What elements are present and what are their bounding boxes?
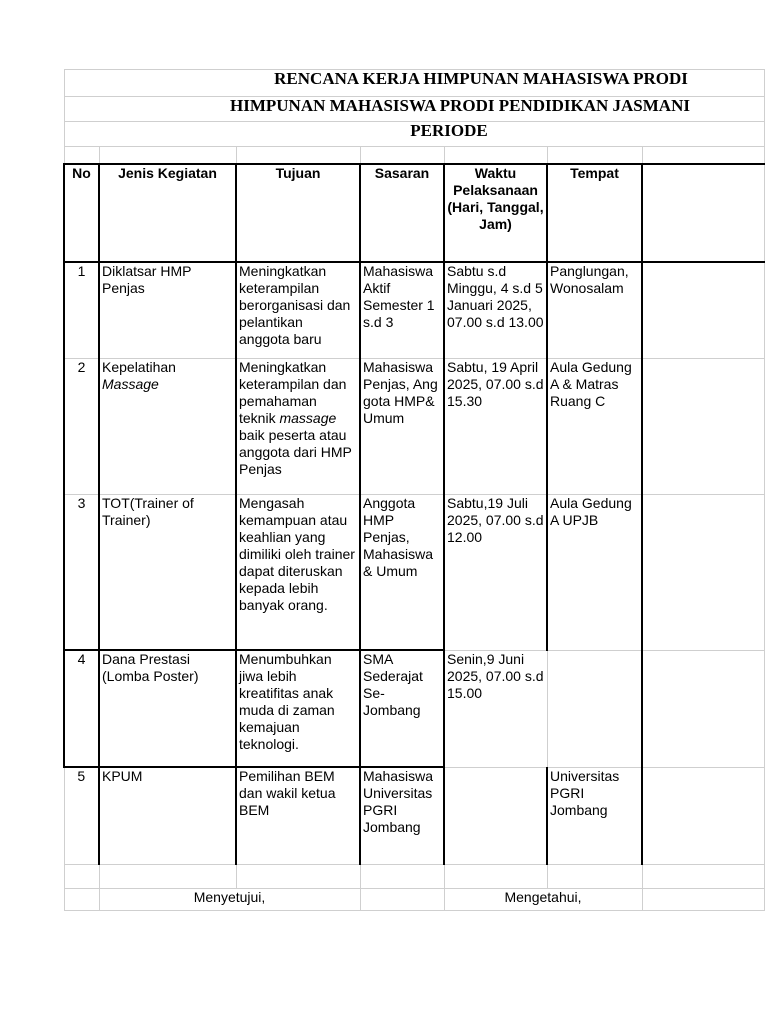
header-sasaran: Sasaran xyxy=(360,164,444,262)
blank-cell xyxy=(642,888,764,910)
cell-jenis: Diklatsar HMP Penjas xyxy=(99,262,236,358)
blank-cell xyxy=(444,864,547,888)
cell-tujuan: Pemilihan BEM dan wakil ketua BEM xyxy=(236,767,360,864)
header-tujuan: Tujuan xyxy=(236,164,360,262)
cell-tempat xyxy=(547,650,642,767)
cell-tujuan: Meningkatkan keterampilan berorganisasi dan pelantikan anggota baru xyxy=(236,262,360,358)
blank-cell xyxy=(99,864,236,888)
cell-jenis: KPUM xyxy=(99,767,236,864)
header-tempat: Tempat xyxy=(547,164,642,262)
header-jenis-kegiatan: Jenis Kegiatan xyxy=(99,164,236,262)
cell-extra xyxy=(642,767,764,864)
cell-tujuan: Meningkatkan keterampilan dan pemahaman teknik massage baik peserta atau anggota dari HMP Penjas xyxy=(236,358,360,494)
blank-cell xyxy=(642,864,764,888)
table-header xyxy=(64,164,764,262)
cell-extra xyxy=(642,494,764,650)
header-extra xyxy=(642,164,764,262)
blank-cell xyxy=(547,147,642,165)
cell-waktu: Sabtu,19 Juli 2025, 07.00 s.d 12.00 xyxy=(444,494,547,650)
title-line-2: HIMPUNAN MAHASISWA PRODI PENDIDIKAN JASMANI xyxy=(64,97,764,122)
blank-cell xyxy=(99,147,236,165)
menyetujui-label: Menyetujui, xyxy=(99,888,360,910)
header-waktu: Waktu Pelaksanaan (Hari, Tanggal, Jam) xyxy=(444,164,547,262)
title-line-3: PERIODE xyxy=(64,122,764,147)
cell-waktu: Sabtu, 19 April 2025, 07.00 s.d 15.30 xyxy=(444,358,547,494)
cell-jenis: Kepelatihan Massage xyxy=(99,358,236,494)
cell-waktu xyxy=(444,767,547,864)
signature-row xyxy=(64,888,764,910)
cell-jenis: TOT(Trainer of Trainer) xyxy=(99,494,236,650)
cell-extra xyxy=(642,358,764,494)
work-plan-table xyxy=(63,69,765,911)
blank-cell xyxy=(547,864,642,888)
cell-tempat: Aula Gedung A & Matras Ruang C xyxy=(547,358,642,494)
blank-cell xyxy=(360,147,444,165)
cell-sasaran: SMA Sederajat Se-Jombang xyxy=(360,650,444,767)
cell-waktu: Senin,9 Juni 2025, 07.00 s.d 15.00 xyxy=(444,650,547,767)
table-row xyxy=(64,262,764,358)
cell-sasaran: Mahasiswa Aktif Semester 1 s.d 3 xyxy=(360,262,444,358)
table-row xyxy=(64,494,764,650)
document-sheet xyxy=(63,69,690,929)
blank-cell xyxy=(444,147,547,165)
table-row xyxy=(64,358,764,494)
cell-extra xyxy=(642,650,764,767)
blank-cell xyxy=(64,147,99,165)
cell-sasaran: Mahasiswa Universitas PGRI Jombang xyxy=(360,767,444,864)
blank-cell xyxy=(360,864,444,888)
cell-no: 3 xyxy=(64,494,99,650)
mengetahui-label: Mengetahui, xyxy=(444,888,642,910)
cell-no: 4 xyxy=(64,650,99,767)
cell-waktu: Sabtu s.d Minggu, 4 s.d 5 Januari 2025, 07.00 s.d 13.00 xyxy=(444,262,547,358)
cell-extra xyxy=(642,262,764,358)
cell-no: 2 xyxy=(64,358,99,494)
cell-tempat: Panglungan, Wonosalam xyxy=(547,262,642,358)
cell-no: 5 xyxy=(64,767,99,864)
cell-no: 1 xyxy=(64,262,99,358)
cell-jenis: Dana Prestasi (Lomba Poster) xyxy=(99,650,236,767)
blank-cell xyxy=(642,147,764,165)
cell-tujuan: Menumbuhkan jiwa lebih kreatifitas anak muda di zaman kemajuan teknologi. xyxy=(236,650,360,767)
blank-cell xyxy=(236,864,360,888)
title-line-1: RENCANA KERJA HIMPUNAN MAHASISWA PRODI xyxy=(64,70,764,97)
blank-cell xyxy=(64,864,99,888)
table-row xyxy=(64,767,764,864)
blank-cell xyxy=(236,147,360,165)
cell-tempat: Aula Gedung A UPJB xyxy=(547,494,642,650)
blank-cell xyxy=(64,888,99,910)
header-no: No xyxy=(64,164,99,262)
cell-sasaran: Mahasiswa Penjas, Anggota HMP&Umum xyxy=(360,358,444,494)
blank-cell xyxy=(360,888,444,910)
cell-tempat: Universitas PGRI Jombang xyxy=(547,767,642,864)
cell-sasaran: Anggota HMP Penjas, Mahasiswa & Umum xyxy=(360,494,444,650)
table-row xyxy=(64,650,764,767)
cell-tujuan: Mengasah kemampuan atau keahlian yang dimiliki oleh trainer dapat diteruskan kepada lebih banyak orang. xyxy=(236,494,360,650)
